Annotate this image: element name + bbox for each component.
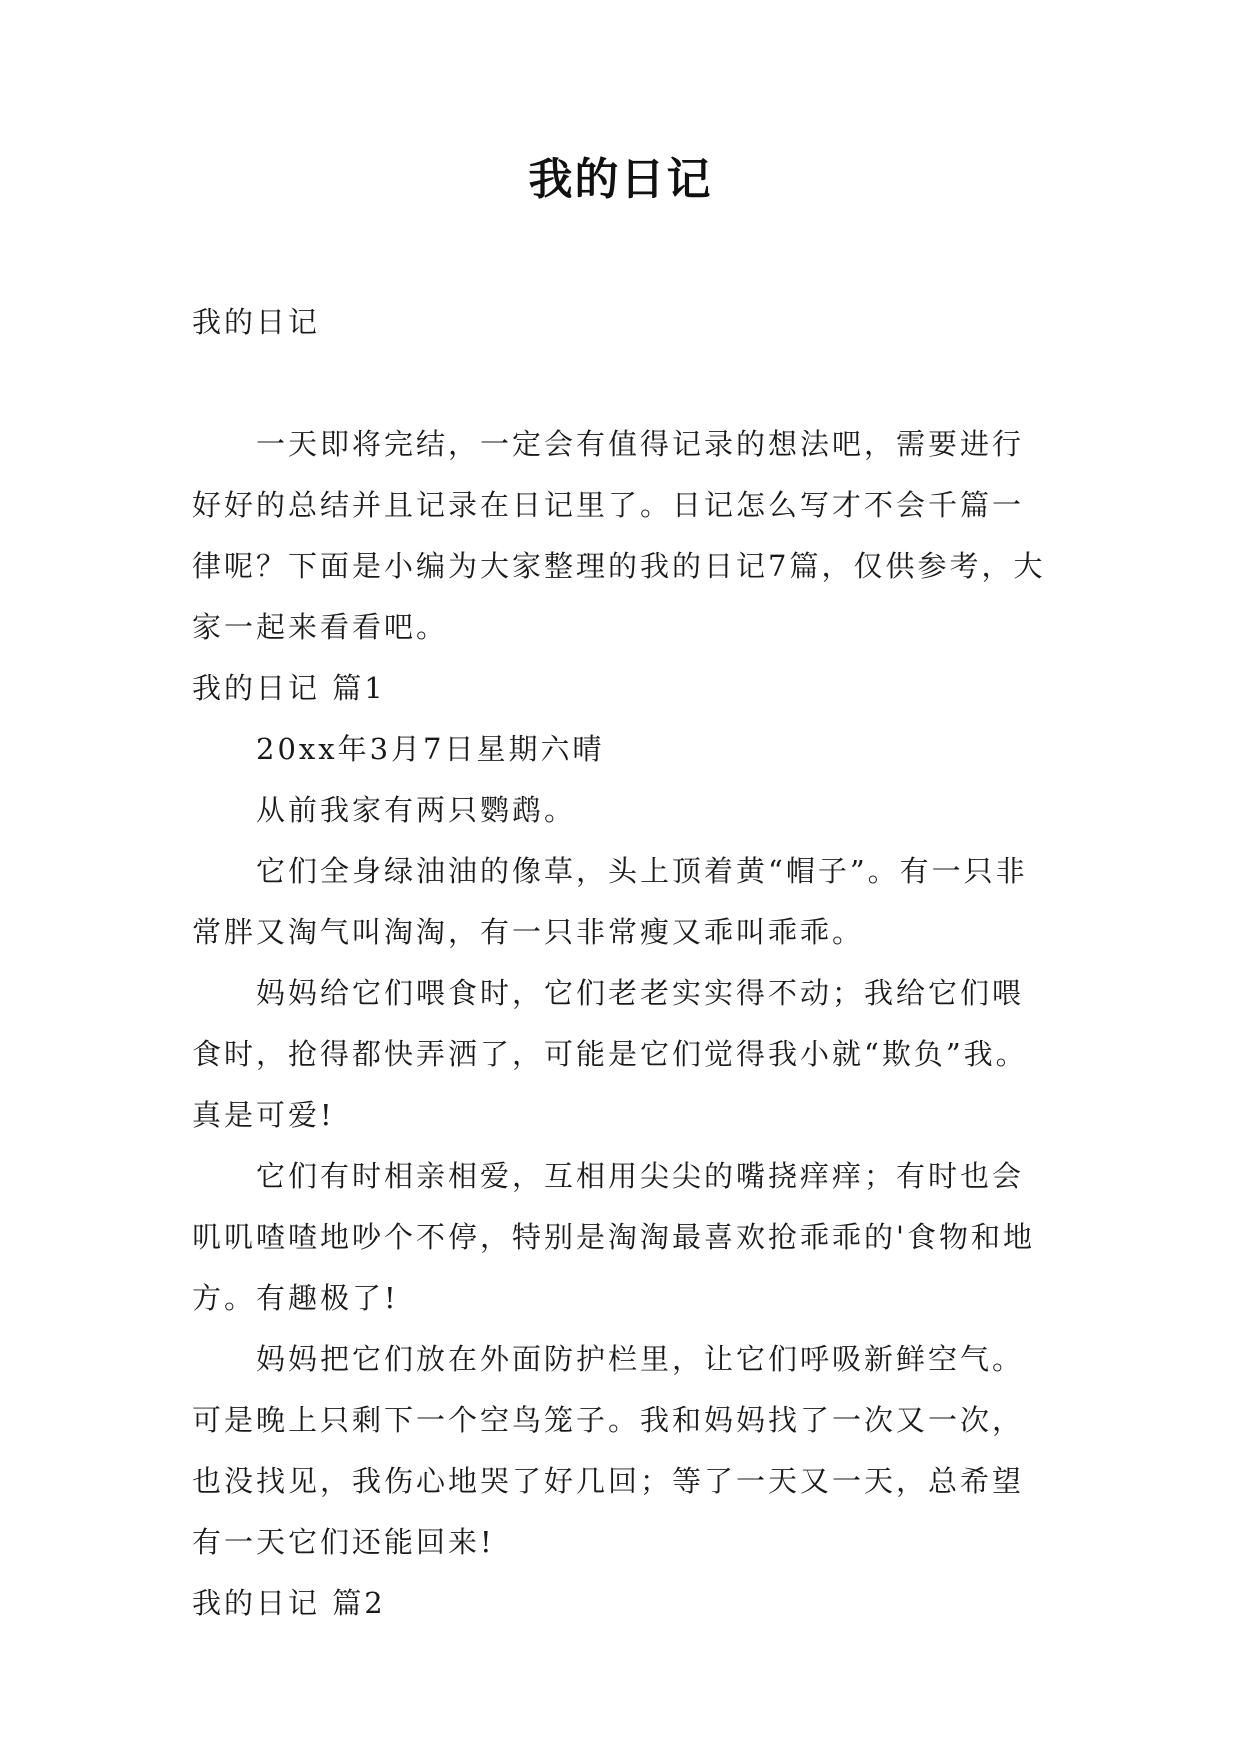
document-subtitle: 我的日记 bbox=[192, 305, 321, 339]
body-paragraph: 从前我家有两只鹦鹉。 bbox=[256, 793, 577, 827]
section-heading: 我的日记 篇1 bbox=[192, 671, 386, 705]
body-paragraph: 妈妈把它们放在外面防护栏里，让它们呼吸新鲜空气。可是晚上只剩下一个空鸟笼子。我和妈妈找了一次又一次，也没找见，我伤心地哭了好几回；等了一天又一天，总希望有一天它们还能回来! bbox=[192, 1342, 1025, 1559]
section-heading: 我的日记 篇2 bbox=[192, 1586, 386, 1620]
intro-paragraph: 一天即将完结，一定会有值得记录的想法吧，需要进行好好的总结并且记录在日记里了。日记怎么写才不会千篇一律呢？下面是小编为大家整理的我的日记7篇，仅供参考，大家一起来看看吧。 bbox=[192, 427, 1046, 644]
body-paragraph: 它们全身绿油油的像草，头上顶着黄“帽子”。有一只非常胖又淘气叫淘淘，有一只非常瘦又乖叫乖乖。 bbox=[192, 854, 1028, 949]
diary-date: 20xx年3月7日星期六晴 bbox=[256, 732, 605, 766]
body-paragraph: 妈妈给它们喂食时，它们老老实实得不动；我给它们喂食时，抢得都快弄洒了，可能是它们觉得我小就“欺负”我。真是可爱! bbox=[192, 976, 1028, 1132]
body-paragraph: 它们有时相亲相爱，互相用尖尖的嘴挠痒痒；有时也会叽叽喳喳地吵个不停，特别是淘淘最喜欢抢乖乖的'食物和地方。有趣极了! bbox=[192, 1159, 1035, 1315]
document-body bbox=[192, 292, 1052, 1634]
document-title: 我的日记 bbox=[528, 154, 713, 205]
